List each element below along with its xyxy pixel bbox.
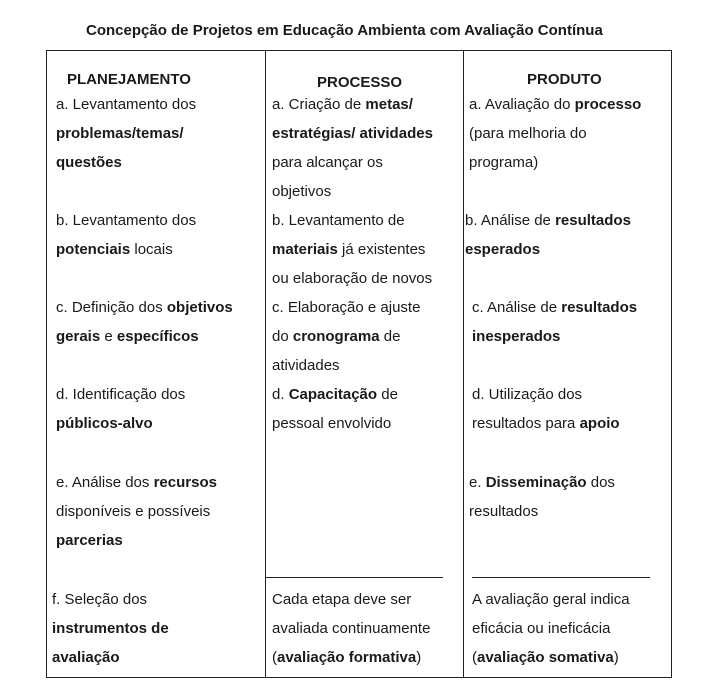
text-run: c. Elaboração e ajuste [272,299,421,316]
processo-separator [266,577,443,578]
header-planejamento: PLANEJAMENTO [67,71,191,88]
cell-line [272,293,420,322]
cell-line [56,293,233,322]
cell-line [272,90,433,119]
produto-item-c [472,293,637,351]
bold-text: questões [56,154,122,171]
cell-line [272,643,430,672]
cell-line [472,322,637,351]
cell-line [56,322,233,351]
cell-line [52,614,169,643]
cell-line [56,235,196,264]
bold-text: resultados [561,299,638,316]
cell-line [272,322,420,351]
text-run: atividades [272,357,340,374]
produto-item-d [472,380,620,438]
text-run: programa) [469,154,539,171]
bold-text: parcerias [56,532,123,549]
text-run: resultados [469,503,539,520]
text-run: e. Análise dos [56,474,154,491]
cell-line [472,409,620,438]
produto-note [472,585,630,672]
cell-line [272,119,433,148]
cell-line [272,409,398,438]
text-run: ou elaboração de novos [272,270,433,287]
text-run: e [100,328,117,345]
cell-line [52,585,169,614]
cell-line [272,148,433,177]
bold-text: apoio [579,415,620,432]
cell-line [472,614,630,643]
text-run: a. Avaliação do [469,96,575,113]
cell-line [272,177,433,206]
text-run: a. Levantamento dos [56,96,197,113]
text-run: para alcançar os [272,154,383,171]
cell-line [465,235,631,264]
text-run: f. Seleção dos [52,591,148,608]
bold-text: recursos [153,474,217,491]
bold-text: problemas/temas/ [56,125,184,142]
bold-text: potenciais [56,241,131,258]
cell-line [56,119,196,148]
text-run: já existentes [337,241,426,258]
text-run: c. Definição dos [56,299,167,316]
cell-line [472,380,620,409]
produto-separator [472,577,650,578]
processo-item-b [272,206,432,293]
text-run: a. Criação de [272,96,366,113]
planejamento-item-b [56,206,196,264]
text-run: ( [472,649,477,666]
bold-text: específicos [116,328,199,345]
cell-line [272,585,430,614]
text-run: ( [272,649,277,666]
planejamento-item-c [56,293,233,351]
cell-line [469,90,641,119]
column-divider [463,51,464,677]
text-run: A avaliação geral indica [472,591,630,608]
text-run: de [377,386,398,403]
text-run: objetivos [272,183,332,200]
cell-line [469,148,641,177]
text-run: ) [613,649,619,666]
cell-line [56,526,217,555]
bold-text: instrumentos de [52,620,169,637]
bold-text: metas/ [365,96,413,113]
produto-item-a [469,90,641,177]
cell-line [472,293,637,322]
cell-line [56,148,196,177]
cell-line [465,206,631,235]
planejamento-item-e [56,468,217,555]
cell-line [56,206,196,235]
header-produto: PRODUTO [527,71,602,88]
bold-text: avaliação [52,649,120,666]
bold-text: públicos-alvo [56,415,153,432]
text-run: ) [416,649,422,666]
cell-line [272,206,432,235]
text-run: b. Análise de [465,212,556,229]
cell-line [472,643,630,672]
cell-line [472,585,630,614]
text-run: d. Identificação dos [56,386,186,403]
text-run: resultados para [472,415,580,432]
cell-line [272,235,432,264]
text-run: Cada etapa deve ser [272,591,412,608]
document-title: Concepção de Projetos em Educação Ambienta com Avaliação Contínua [86,22,603,39]
text-run: d. [272,386,289,403]
text-run: d. Utilização dos [472,386,583,403]
text-run: eficácia ou ineficácia [472,620,611,637]
bold-text: estratégias/ atividades [272,125,433,142]
text-run: c. Análise de [472,299,562,316]
bold-text: resultados [555,212,631,229]
cell-line [52,643,169,672]
produto-item-e [469,468,615,526]
cell-line [56,380,185,409]
text-run: pessoal envolvido [272,415,392,432]
bold-text: inesperados [472,328,561,345]
cell-line [272,264,432,293]
cell-line [272,380,398,409]
cell-line [56,468,217,497]
bold-text: cronograma [292,328,380,345]
text-run: disponíveis e possíveis [56,503,211,520]
text-run: e. [469,474,486,491]
processo-item-d [272,380,398,438]
cell-line [56,409,185,438]
bold-text: esperados [465,241,541,258]
cell-line [469,119,641,148]
bold-text: objetivos [166,299,233,316]
bold-text: gerais [56,328,101,345]
processo-item-c [272,293,420,380]
planejamento-item-d [56,380,185,438]
produto-item-b [465,206,631,264]
bold-text: avaliação formativa [277,649,417,666]
bold-text: materiais [272,241,338,258]
text-run: locais [130,241,173,258]
header-processo: PROCESSO [317,74,403,91]
text-run: avaliada continuamente [272,620,431,637]
planejamento-item-f [52,585,169,672]
bold-text: Capacitação [288,386,378,403]
cell-line [56,497,217,526]
text-run: de [379,328,401,345]
processo-note [272,585,430,672]
bold-text: avaliação somativa [477,649,614,666]
column-divider [265,51,266,677]
text-run: (para melhoria do [469,125,587,142]
cell-line [469,497,615,526]
planejamento-item-a [56,90,196,177]
text-run: do [272,328,293,345]
cell-line [272,351,420,380]
bold-text: processo [574,96,642,113]
text-run: dos [586,474,615,491]
processo-item-a [272,90,433,206]
cell-line [56,90,196,119]
bold-text: Disseminação [485,474,587,491]
cell-line [272,614,430,643]
cell-line [469,468,615,497]
concept-table [46,50,672,678]
text-run: b. Levantamento de [272,212,405,229]
text-run: b. Levantamento dos [56,212,197,229]
